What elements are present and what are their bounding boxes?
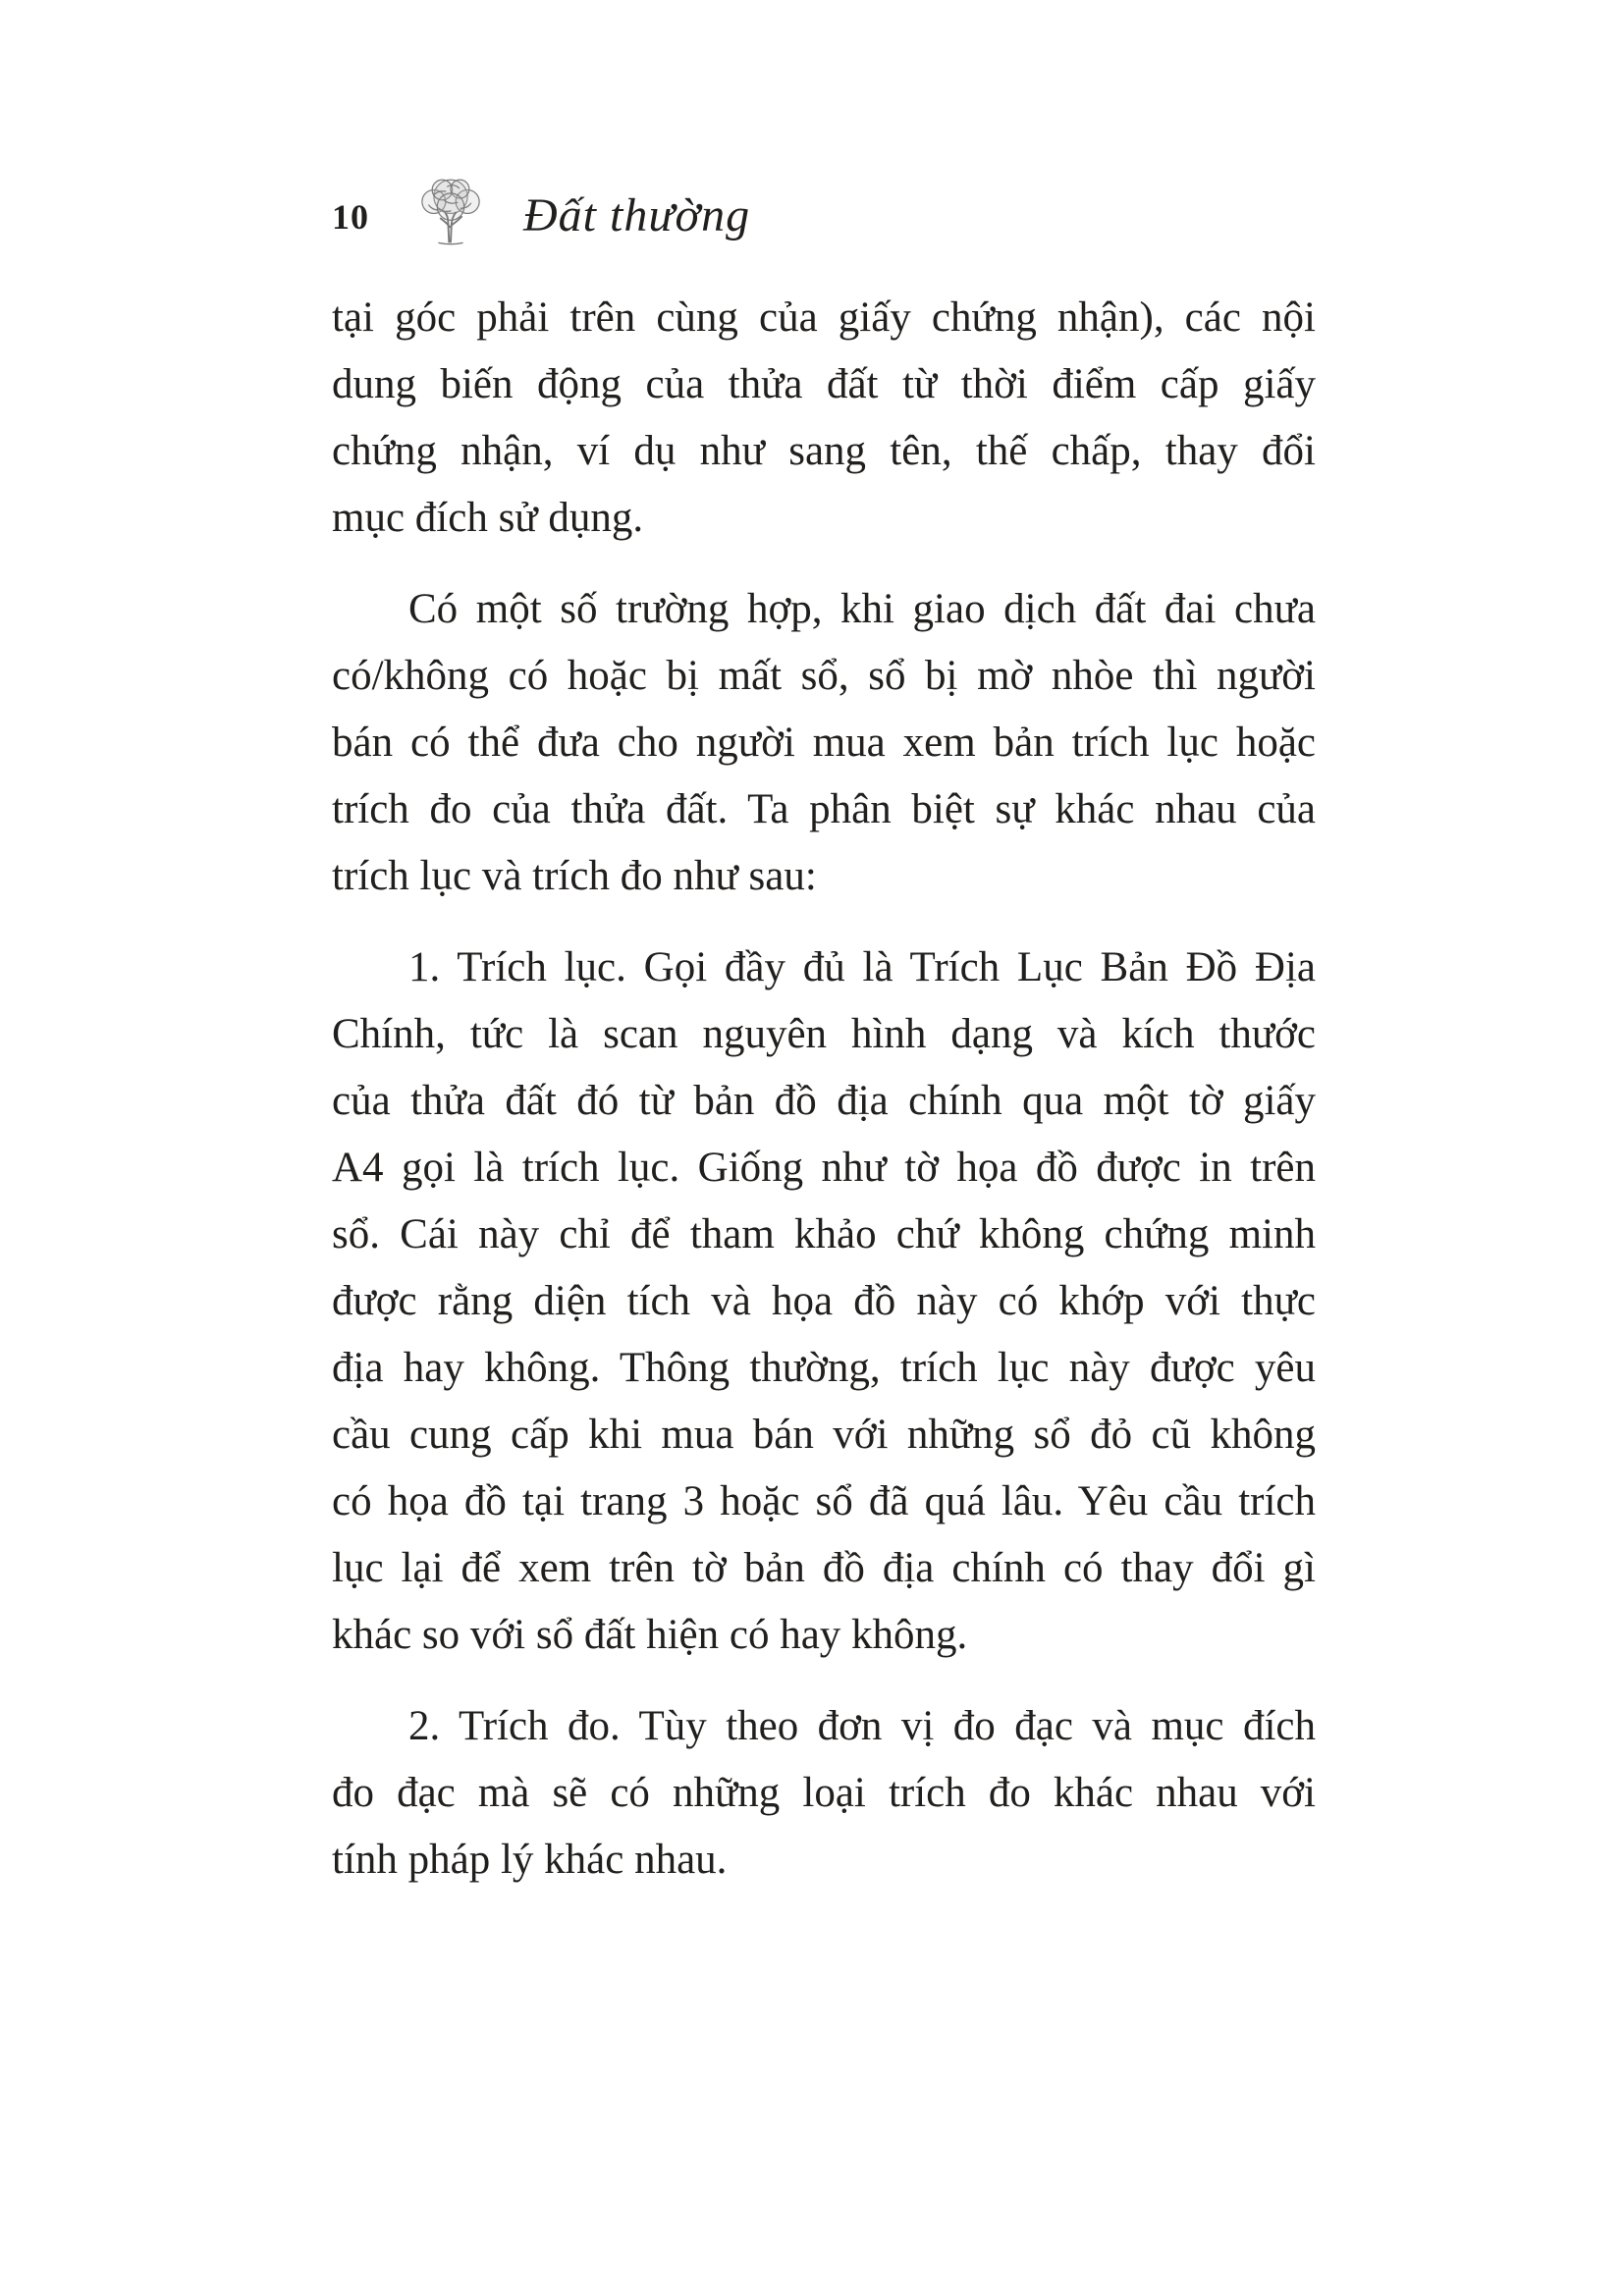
text-line: sổ. Cái này chỉ để tham khảo chứ không chứng minh (332, 1211, 1316, 1257)
text-line: khác so với sổ đất hiện có hay không. (332, 1612, 968, 1658)
text-line: 1. Trích lục. Gọi đầy đủ là Trích Lục Bản Đồ Địa (408, 944, 1316, 990)
text-line: đo đạc mà sẽ có những loại trích đo khác nhau với (332, 1770, 1316, 1816)
text-line: bán có thể đưa cho người mua xem bản trích lục hoặc (332, 720, 1316, 766)
text-line: tại góc phải trên cùng của giấy chứng nhận), các nội (332, 294, 1316, 341)
page-number: 10 (332, 197, 369, 237)
body-text (332, 285, 1316, 1894)
text-line: cầu cung cấp khi mua bán với những sổ đỏ cũ không (332, 1412, 1316, 1458)
text-line: trích đo của thửa đất. Ta phân biệt sự khác nhau của (332, 786, 1316, 832)
paragraph (332, 285, 1316, 552)
text-line: lục lại để xem trên tờ bản đồ địa chính có thay đổi gì (332, 1545, 1316, 1591)
text-line: Có một số trường hợp, khi giao dịch đất đai chưa (408, 586, 1316, 632)
text-line: mục đích sử dụng. (332, 495, 644, 541)
paragraph (332, 576, 1316, 910)
text-line: được rằng diện tích và họa đồ này có khớp với thực (332, 1278, 1316, 1324)
text-line: địa hay không. Thông thường, trích lục này được yêu (332, 1345, 1316, 1391)
paragraph (332, 934, 1316, 1669)
text-line: dung biến động của thửa đất từ thời điểm cấp giấy (332, 361, 1316, 407)
text-line: tính pháp lý khác nhau. (332, 1837, 728, 1883)
text-line: có/không có hoặc bị mất sổ, sổ bị mờ nhòe thì người (332, 653, 1316, 699)
paragraph (332, 1693, 1316, 1894)
text-line: Chính, tức là scan nguyên hình dạng và kích thước (332, 1011, 1316, 1057)
text-line: trích lục và trích đo như sau: (332, 853, 817, 899)
chapter-title: Đất thường (523, 189, 751, 241)
text-line: A4 gọi là trích lục. Giống như tờ họa đồ được in trên (332, 1145, 1316, 1191)
text-line: 2. Trích đo. Tùy theo đơn vị đo đạc và mục đích (408, 1703, 1316, 1749)
tree-icon (408, 175, 493, 245)
text-line: có họa đồ tại trang 3 hoặc sổ đã quá lâu. Yêu cầu trích (332, 1478, 1316, 1524)
text-line: chứng nhận, ví dụ như sang tên, thế chấp, thay đổi (332, 428, 1316, 474)
text-line: của thửa đất đó từ bản đồ địa chính qua một tờ giấy (332, 1078, 1316, 1124)
